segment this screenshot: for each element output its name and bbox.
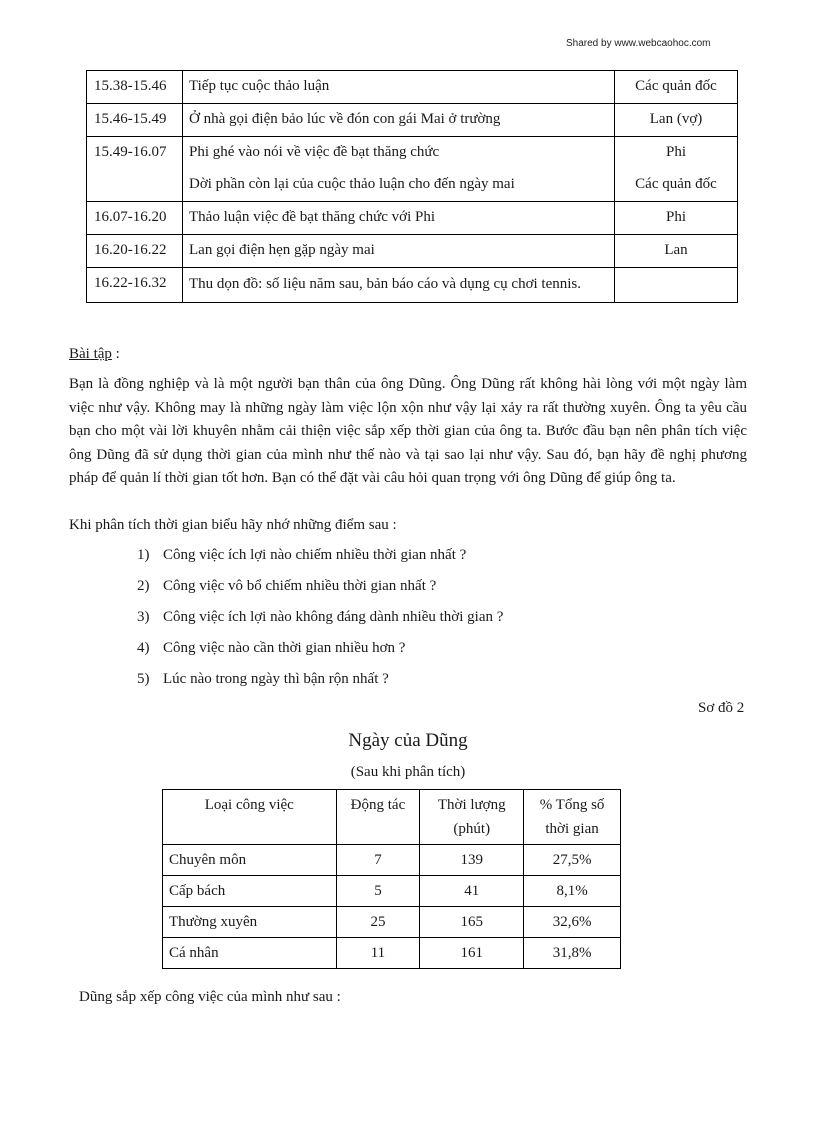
question-text: Công việc nào cần thời gian nhiều hơn ? (163, 640, 406, 656)
activity-line: Dời phần còn lại của cuộc thảo luận cho đến ngày mai (189, 176, 515, 192)
cell-actions: 7 (336, 845, 420, 876)
schedule-row (87, 137, 738, 202)
question-text: Lúc nào trong ngày thì bận rộn nhất ? (163, 671, 389, 687)
contact-name: Các quản đốc (635, 78, 717, 94)
cell-work-type: Thường xuyên (163, 907, 337, 938)
header-duration: Thời lượng (phút) (420, 790, 524, 845)
question-text: Công việc vô bổ chiếm nhiều thời gian nhất ? (163, 578, 437, 594)
question-list (137, 545, 503, 700)
activity-line: Tiếp tục cuộc thảo luận (189, 78, 330, 94)
cell-actions: 25 (336, 907, 420, 938)
question-text: Công việc ích lợi nào không đáng dành nhiều thời gian ? (163, 609, 504, 625)
schedule-contact (615, 137, 738, 202)
question-item (137, 576, 503, 607)
activity-line: Phi ghé vào nói về việc đề bạt thăng chức (189, 144, 440, 160)
figure-title: Ngày của Dũng (348, 730, 468, 751)
contact-name: Phi (665, 144, 686, 160)
schedule-time: 15.46-15.49 (87, 104, 183, 137)
schedule-row (87, 104, 738, 137)
work-analysis-table (162, 789, 621, 969)
activity-line: Ở nhà gọi điện bảo lúc về đón con gái Mai ở trường (189, 111, 501, 127)
schedule-time: 16.07-16.20 (87, 202, 183, 235)
analysis-intro: Khi phân tích thời gian biểu hãy nhớ những điểm sau : (69, 517, 397, 533)
schedule-contact (615, 71, 738, 104)
schedule-activity (183, 104, 615, 137)
contact-name: Lan (664, 242, 688, 258)
contact-name: Phi (665, 209, 686, 225)
table-row (163, 938, 621, 969)
cell-work-type: Cá nhân (163, 938, 337, 969)
closing-sentence: Dũng sắp xếp công việc của mình như sau : (79, 989, 341, 1005)
exercise-heading-suffix: : (111, 346, 120, 362)
exercise-paragraph: Bạn là đồng nghiệp và là một người bạn thân của ông Dũng. Ông Dũng rất không hài lòng với một ngày làm việc như vậy. Không may là những ngày làm việc lộn xộn như vậy lại xảy ra rất thường xuyên. Ông ta yêu cầu bạn cho một vài lời khuyên nhằm cải thiện việc sắp xếp thời gian của ông ta. Bước đầu bạn nên phân tích việc ông Dũng đã sử dụng thời gian của mình như thế nào và tại sao lại như vậy. Sau đó, bạn hãy đề nghị phương pháp để quản lí thời gian tốt hơn. Bạn có thể đặt vài câu hỏi quan trọng với ông Dũng để giúp ông ta. (69, 376, 747, 486)
question-item (137, 545, 503, 576)
activity-line: Thu dọn đồ: số liệu năm sau, bản báo cáo và dụng cụ chơi tennis. (189, 276, 582, 292)
schedule-activity (183, 71, 615, 104)
cell-actions: 11 (336, 938, 420, 969)
activity-line: Thảo luận việc đề bạt thăng chức với Phi (189, 209, 435, 225)
schedule-activity (183, 202, 615, 235)
header-percent: % Tổng số thời gian (524, 790, 621, 845)
question-item (137, 607, 503, 638)
question-number: 2) (137, 578, 150, 594)
question-item (137, 638, 503, 669)
cell-percent: 8,1% (524, 876, 621, 907)
cell-work-type: Cấp bách (163, 876, 337, 907)
activity-line: Lan gọi điện hẹn gặp ngày mai (189, 242, 375, 258)
figure-subtitle: (Sau khi phân tích) (350, 764, 466, 780)
table-row (163, 907, 621, 938)
question-text: Công việc ích lợi nào chiếm nhiều thời gian nhất ? (163, 547, 467, 563)
question-number: 5) (137, 671, 150, 687)
cell-minutes: 41 (420, 876, 524, 907)
cell-percent: 32,6% (524, 907, 621, 938)
contact-name: Lan (vợ) (649, 111, 703, 127)
schedule-time: 15.38-15.46 (87, 71, 183, 104)
table-row (163, 845, 621, 876)
exercise-heading (69, 346, 120, 363)
schedule-activity (183, 235, 615, 268)
cell-percent: 27,5% (524, 845, 621, 876)
schedule-time: 16.22-16.32 (87, 268, 183, 303)
schedule-contact (615, 202, 738, 235)
question-number: 1) (137, 547, 150, 563)
cell-minutes: 161 (420, 938, 524, 969)
schedule-time: 16.20-16.22 (87, 235, 183, 268)
cell-minutes: 165 (420, 907, 524, 938)
schedule-time: 15.49-16.07 (87, 137, 183, 202)
schedule-table (86, 70, 738, 303)
cell-percent: 31,8% (524, 938, 621, 969)
cell-actions: 5 (336, 876, 420, 907)
schedule-row (87, 202, 738, 235)
schedule-contact (615, 104, 738, 137)
schedule-row (87, 71, 738, 104)
question-number: 3) (137, 609, 150, 625)
table-row (163, 876, 621, 907)
cell-minutes: 139 (420, 845, 524, 876)
schedule-contact (615, 235, 738, 268)
header-actions: Động tác (336, 790, 420, 845)
schedule-activity (183, 137, 615, 202)
question-item (137, 669, 503, 700)
figure-label: Sơ đồ 2 (698, 700, 745, 716)
shared-by-note: Shared by www.webcaohoc.com (566, 38, 711, 49)
exercise-heading-label: Bài tập (69, 346, 112, 362)
cell-work-type: Chuyên môn (163, 845, 337, 876)
table-header-row (163, 790, 621, 845)
header-work-type: Loại công việc (163, 790, 337, 845)
question-number: 4) (137, 640, 150, 656)
schedule-row (87, 268, 738, 303)
schedule-row (87, 235, 738, 268)
contact-name: Các quản đốc (635, 176, 717, 192)
schedule-contact (615, 268, 738, 303)
schedule-activity (183, 268, 615, 303)
